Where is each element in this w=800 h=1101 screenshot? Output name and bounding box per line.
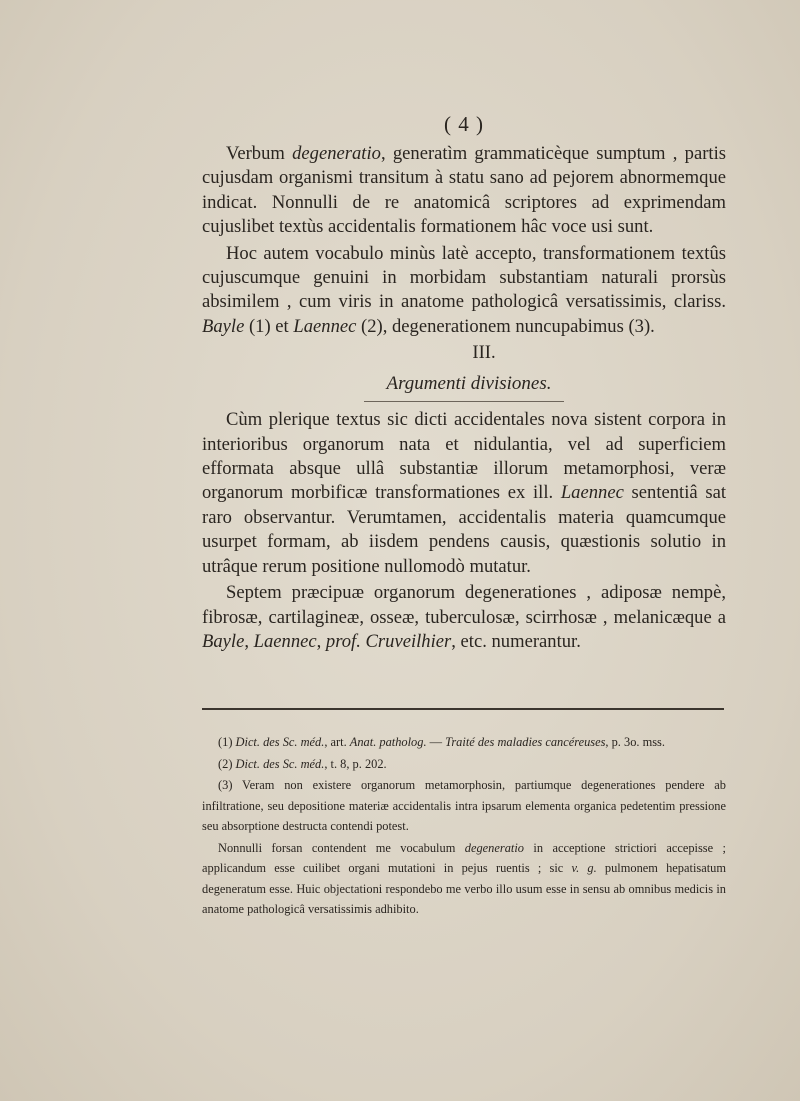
main-text <box>202 112 726 654</box>
paragraph-4 <box>202 581 726 654</box>
section-number: III. <box>472 342 496 364</box>
footnotes <box>202 732 726 920</box>
footnote-3: (3) Veram non existere organorum metamorphosin, partiumque degenerationes pendere ab infiltratione, seu depositione materiæ accidentalis intra ipsarum elementa organica pedetentim pressione seu absorptione destructa contendi potest. <box>202 778 726 833</box>
text-run: sententiâ sat raro observantur. Verumtamen, accidentalis materia quamcumque usurpet formam, ab iisdem pendens causis, quæstionis solutio in utrâque rerum positione nullomodò mutatur. <box>202 482 726 577</box>
footnote-1 <box>202 732 726 753</box>
footnote-2 <box>202 754 726 775</box>
text-run: in acceptione strictiori accepisse ; applicandum esse cuilibet organi mutationi in pejus ruentis ; sic <box>202 840 726 875</box>
text-run: (2) <box>218 756 236 771</box>
italic-term: v. g. <box>571 861 597 875</box>
text-run: , t. 8, p. 202. <box>324 756 387 771</box>
text-run: Cùm plerique textus sic dicti accidentales nova sistent corpora in interioribus organorum nata et nidulantia, vel ad superficiem efformata absque ullâ substantiæ illorum metamorphosi, veræ organorum morbificæ transformationes ex ill. <box>202 409 726 504</box>
text-run: Hoc autem vocabulo minùs latè accepto, transformationem textûs cujuscumque genuini in morbidam substantiam naturali prorsùs absimilem , cum viris in anatome pathologicâ versatissimis, clariss. <box>202 242 726 313</box>
text-run: (1) et <box>244 315 294 337</box>
citation-title: Traité des maladies cancéreuses <box>445 735 606 749</box>
page-number: ( 4 ) <box>444 112 484 136</box>
text-run: pulmonem hepatisatum degeneratum esse. Huic objectationi respondebo me verbo illo usum esse in sensu ab omnibus medicis in anatome pathologicâ versatissimis adhibito. <box>202 861 726 916</box>
text-run: , <box>244 630 254 652</box>
footnote-4 <box>202 838 726 920</box>
author-name: Bayle <box>202 315 245 337</box>
text-run: , p. 3o. mss. <box>605 735 665 749</box>
citation-title: Dict. des Sc. méd. <box>235 756 325 771</box>
italic-term: degeneratio <box>292 143 381 164</box>
text-run: , <box>316 630 326 652</box>
author-name: Bayle <box>202 630 245 652</box>
title-rule <box>364 401 564 402</box>
section-title: Argumenti divisiones. <box>386 373 552 395</box>
author-name: prof. Cruveilhier <box>325 630 452 652</box>
author-name: Laennec <box>560 482 624 504</box>
text-run: (1) <box>218 735 236 749</box>
text-run: Verbum <box>226 143 293 164</box>
citation-title: Anat. patholog. <box>349 735 427 749</box>
text-run: , art. <box>324 735 350 749</box>
italic-term: degeneratio <box>464 840 524 855</box>
footnote-separator <box>202 708 724 710</box>
citation-title: Dict. des Sc. méd. <box>235 735 325 749</box>
text-run: — <box>426 735 446 749</box>
author-name: Laennec <box>253 630 317 652</box>
paragraph-2 <box>202 242 726 340</box>
text-run: , generatìm grammaticèque sumptum , partis cujusdam organismi transitum à statu sano ad pejorem abnormemque indicat. Nonnulli de re anatomicâ scriptores ad exprimendam cujuslibet textùs accidentalis formationem hâc voce usi sunt. <box>202 143 726 238</box>
paragraph-3 <box>202 408 726 579</box>
text-run: , etc. numerantur. <box>451 630 581 652</box>
text-run: Septem præcipuæ organorum degenerationes , adiposæ nempè, fibrosæ, cartilagineæ, osseæ, tuberculosæ, scirrhosæ , melanicæque a <box>202 582 726 628</box>
text-run: Nonnulli forsan contendent me vocabulum <box>218 840 465 855</box>
text-run: (2), degenerationem nuncupabimus (3). <box>356 315 655 337</box>
paragraph-1 <box>202 142 726 240</box>
author-name: Laennec <box>293 315 357 337</box>
